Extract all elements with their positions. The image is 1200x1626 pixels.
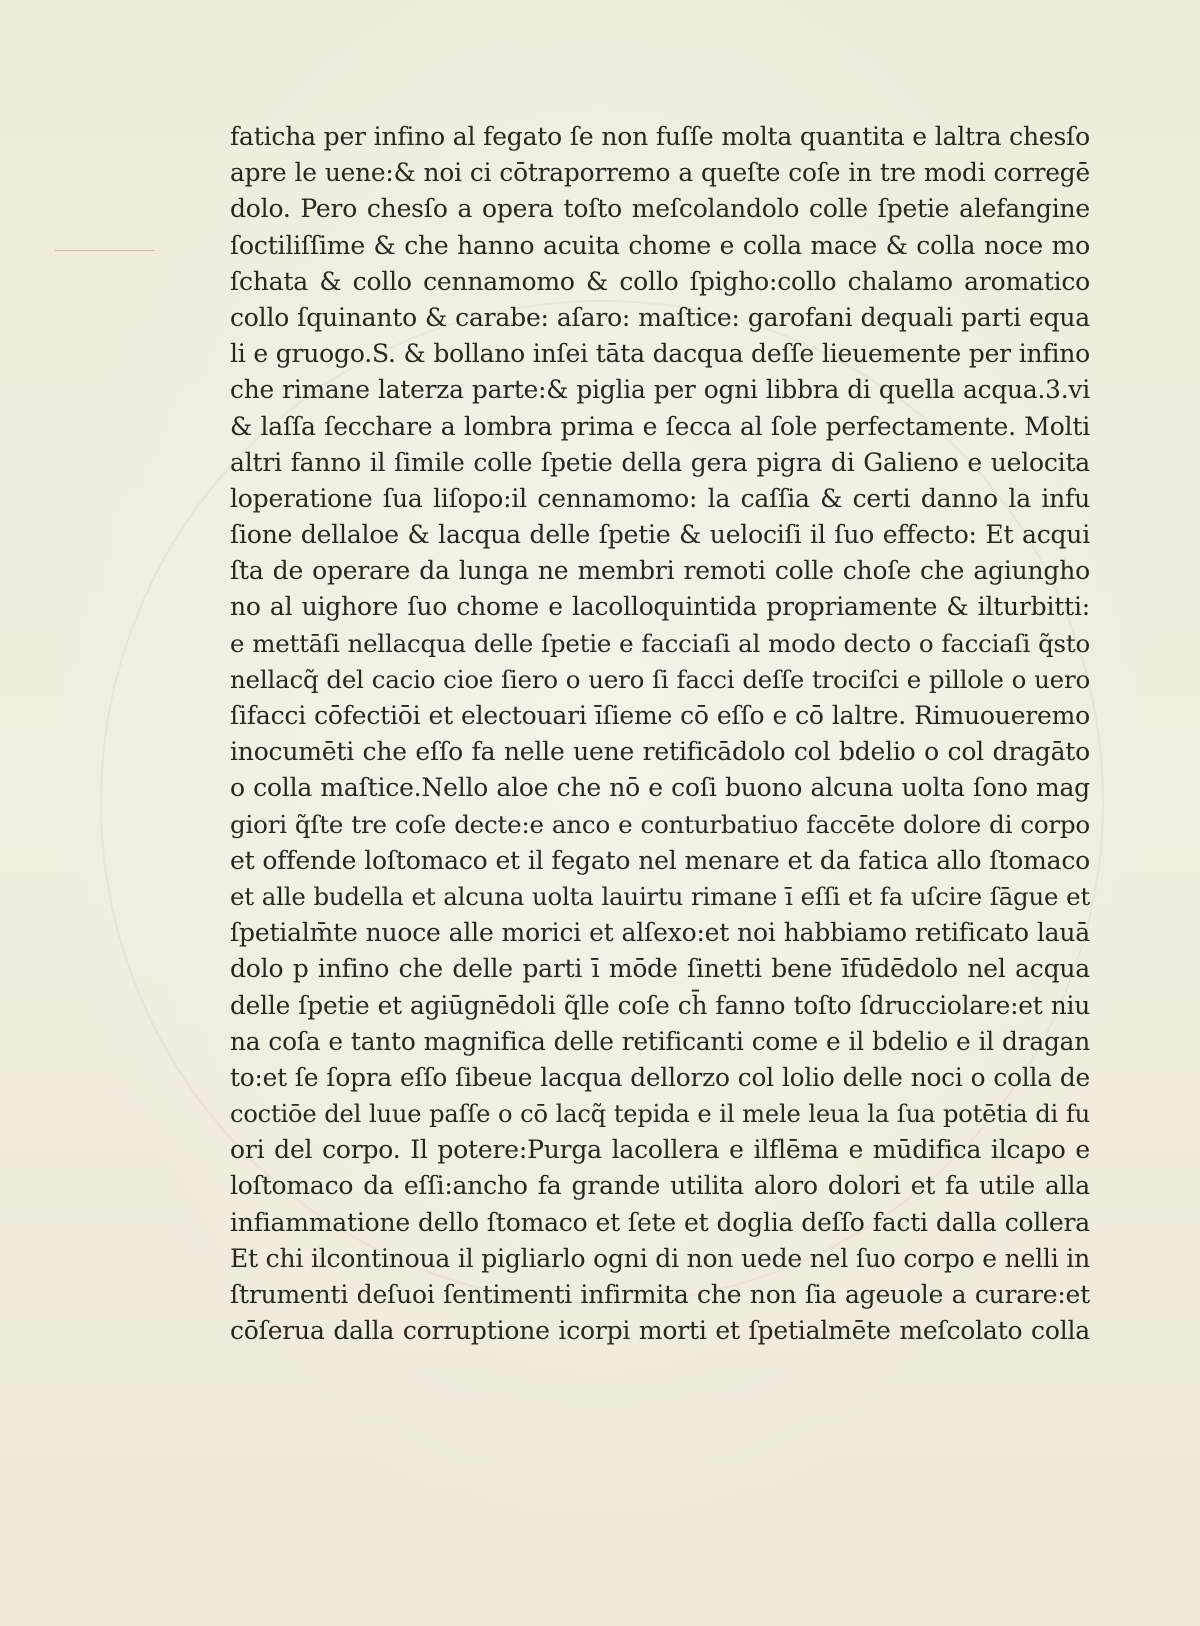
text-line: Et chi ilcontinoua il pigliarlo ogni di non uede nel ſuo corpo e nelli in <box>230 1243 1090 1273</box>
text-line: apre le uene:& noi ci cōtraporremo a queſte coſe in tre modi corregē <box>230 158 1090 188</box>
text-line: ſta de operare da lunga ne membri remoti colle choſe che agiungho <box>230 556 1090 586</box>
text-line: loſtomaco da eſſi:ancho fa grande utilita aloro dolori et fa utile alla <box>230 1171 1090 1201</box>
text-line: delle ſpetie et agiūgnēdoli q̃lle coſe ch̄ fanno toſto ſdrucciolare:et niu <box>230 990 1090 1020</box>
text-line: li e gruogo.S. & bollano inſei tāta dacqua deſſe lieuemente per infino <box>230 339 1090 369</box>
text-line: infiammatione dello ſtomaco et ſete et doglia deſſo facti dalla collera <box>230 1207 1090 1237</box>
text-line: faticha per infino al fegato ſe non fuſſe molta quantita e laltra chesſo <box>230 122 1090 151</box>
text-line: & laſſa ſecchare a lombra prima e ſecca al ſole perfectamente. Molti <box>230 411 1090 441</box>
text-line: ſtrumenti deſuoi ſentimenti infirmita che non ſia ageuole a curare:et <box>230 1280 1090 1309</box>
text-line: na coſa e tanto magnifica delle retificanti come e il bdelio e il dragan <box>230 1026 1090 1056</box>
text-line: loperatione ſua liſopo:il cennamomo: la caſſia & certi danno la infu <box>230 483 1090 513</box>
text-line: e mettāſi nellacqua delle ſpetie e facciaſi al modo decto o facciaſi q̃sto <box>230 628 1090 658</box>
text-line: dolo. Pero chesſo a opera toſto meſcolandolo colle ſpetie alefangine <box>230 194 1090 224</box>
text-line: che rimane laterza parte:& piglia per ogni libbra di quella acqua.3.vi <box>230 375 1090 405</box>
text-line: giori q̃ſte tre coſe decte:e anco e conturbatiuo faccēte dolore di corpo <box>230 809 1090 839</box>
text-block <box>230 119 1090 1349</box>
text-line: ſione dellaloe & lacqua delle ſpetie & uelociſi il ſuo effecto: Et acqui <box>230 520 1090 550</box>
text-line: inocumēti che eſſo fa nelle uene retificādolo col bdelio o col dragāto <box>230 737 1090 767</box>
text-line: et alle budella et alcuna uolta lauirtu rimane ī eſſi et fa uſcire ſāgue et <box>230 881 1090 911</box>
text-line: o colla maſtice.Nello aloe che nō e coſi buono alcuna uolta ſono mag <box>230 773 1090 803</box>
text-line: no al uighore ſuo chome e lacolloquintida propriamente & ilturbitti: <box>230 592 1090 622</box>
text-line: nellacq̃ del cacio cioe ſiero o uero ſi facci deſſe trociſci e pillole o uero <box>230 664 1090 694</box>
text-line: ſifacci cōfectiōi et electouari īſieme cō eſſo e cō laltre. Rimuoueremo <box>230 701 1090 730</box>
text-line: collo ſquinanto & carabe: aſaro: maſtice: garofani dequali parti equa <box>230 302 1090 332</box>
text-line: ſoctiliſſime & che hanno acuita chome e colla mace & colla noce mo <box>230 230 1090 260</box>
text-line: ſpetialm̄te nuoce alle morici et alſexo:et noi habbiamo retificato lauā <box>230 918 1090 948</box>
text-line: dolo p infino che delle parti ī mōde ſinetti bene īfūdēdolo nel acqua <box>230 954 1090 984</box>
text-line: to:et ſe ſopra eſſo ſibeue lacqua dellorzo col lolio delle noci o colla de <box>230 1062 1090 1092</box>
text-line: ori del corpo. Il potere:Purga lacollera e ilflēma e mūdifica ilcapo e <box>230 1135 1090 1165</box>
text-line: cōſerua dalla corruptione icorpi morti et ſpetialmēte meſcolato colla <box>230 1316 1090 1346</box>
text-line: et offende loſtomaco et il fegato nel menare et da fatica allo ſtomaco <box>230 845 1090 875</box>
text-line: altri fanno il ſimile colle ſpetie della gera pigra di Galieno e uelocita <box>230 447 1090 477</box>
text-line: coctiōe del luue paſſe o cō lacq̃ tepida e il mele leua la ſua potētia di fu <box>230 1100 1090 1129</box>
margin-mark <box>55 250 155 251</box>
text-line: ſchata & collo cennamomo & collo ſpigho:collo chalamo aromatico <box>230 266 1090 296</box>
